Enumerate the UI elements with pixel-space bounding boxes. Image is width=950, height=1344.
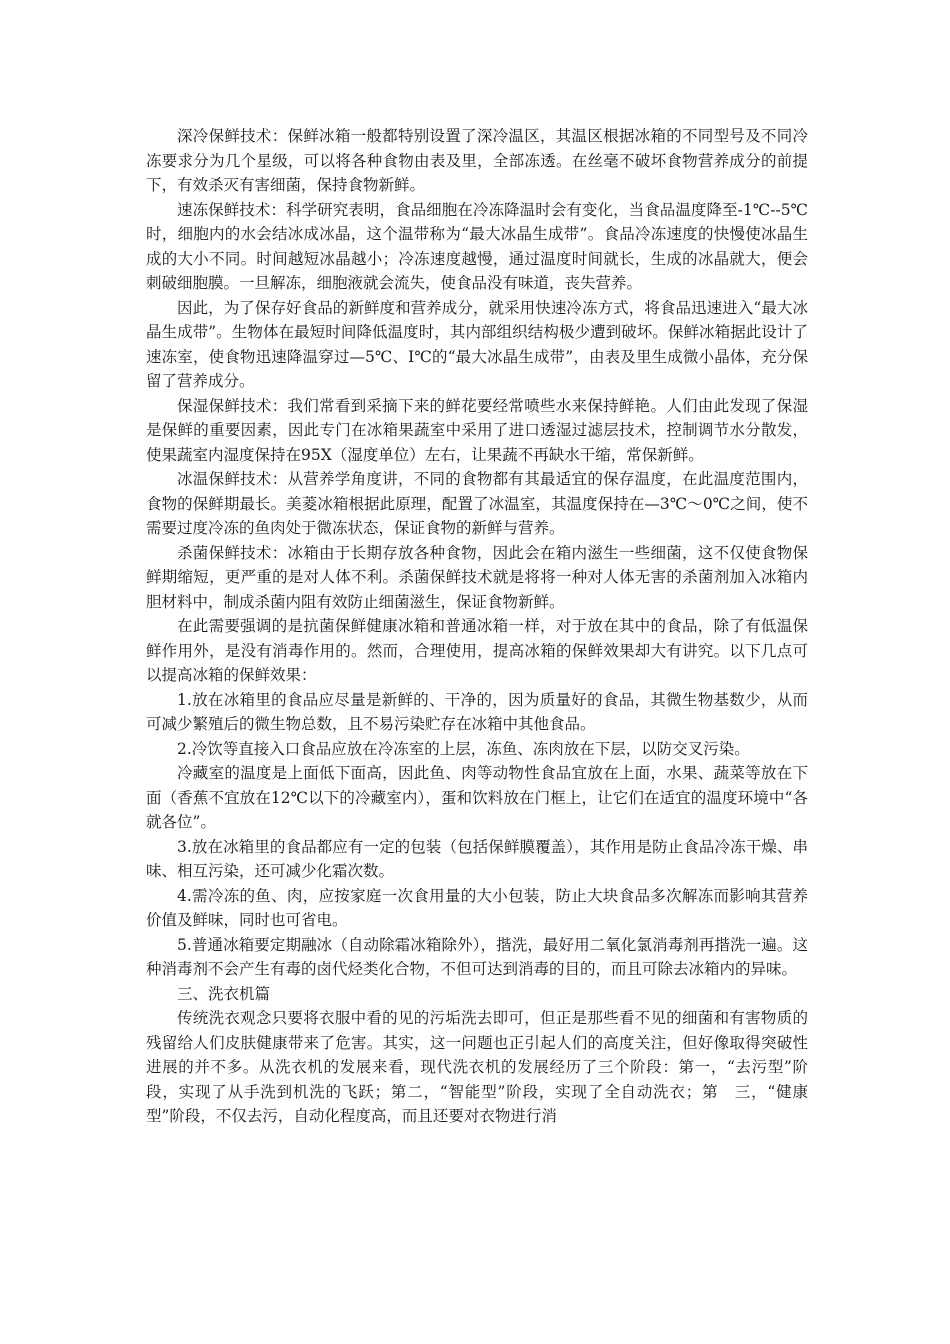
paragraph-emphasis: 在此需要强调的是抗菌保鲜健康冰箱和普通冰箱一样，对于放在其中的食品，除了有低温保鲜作用外，是没有消毒作用的。然而，合理使用，提高冰箱的保鲜效果却大有讲究。以下几点可以提高冰箱的保鲜效果： <box>146 617 808 684</box>
section-heading-washing-machine: 三、洗衣机篇 <box>177 984 271 1003</box>
paragraph-deep-freeze: 深冷保鲜技术：保鲜冰箱一般都特别设置了深冷温区，其温区根据冰箱的不同型号及不同冷冻要求分为几个星级，可以将各种食物由表及里，全部冻透。在丝毫不破坏食物营养成分的前提下，有效杀灭有害细菌，保持食物新鲜。 <box>146 127 808 194</box>
paragraph-tip-2: 2.冷饮等直接入口食品应放在冷冻室的上层，冻鱼、冻肉放在下层，以防交叉污染。 <box>177 739 750 758</box>
paragraph-washing-history: 传统洗衣观念只要将衣服中看的见的污垢洗去即可，但正是那些看不见的细菌和有害物质的残留给人们皮肤健康带来了危害。其实，这一问题也正引起人们的高度关注，但好像取得突破性进展的并不多。从洗衣机的发展来看，现代洗衣机的发展经历了三个阶段：第一，“去污型”阶段，实现了从手洗到机洗的飞跃；第二，“智能型”阶段，实现了全自动洗衣；第 三，“健康型”阶段，不仅去污，自动化程度高，而且还要对衣物进行消 <box>146 1009 808 1125</box>
paragraph-tip-3: 3.放在冰箱里的食品都应有一定的包装（包括保鲜膜覆盖），其作用是防止食品冷冻干燥、串味、相互污染，还可减少化霜次数。 <box>146 837 808 880</box>
paragraph-ice-temp: 冰温保鲜技术：从营养学角度讲，不同的食物都有其最适宜的保存温度，在此温度范围内，食物的保鲜期最长。美菱冰箱根据此原理，配置了冰温室，其温度保持在—3℃～0℃之间，使不需要过度冷冻的鱼肉处于微冻状态，保证食物的新鲜与营养。 <box>146 470 808 537</box>
paragraph-therefore: 因此，为了保存好食品的新鲜度和营养成分，就采用快速冷冻方式，将食品迅速进入“最大冰晶生成带”。生物体在最短时间降低温度时，其内部组织结构极少遭到破坏。保鲜冰箱据此设计了速冻室，使食物迅速降温穿过—5℃、I℃的“最大冰晶生成带”，由表及里生成微小晶体，充分保留了营养成分。 <box>146 298 808 390</box>
paragraph-moisture: 保湿保鲜技术：我们常看到采摘下来的鲜花要经常喷些水来保持鲜艳。人们由此发现了保湿是保鲜的重要因素，因此专门在冰箱果蔬室中采用了进口透湿过滤层技术，控制调节水分散发，使果蔬室内湿度保持在95X（湿度单位）左右，让果蔬不再缺水干缩，常保新鲜。 <box>146 396 808 464</box>
paragraph-cold-storage: 冷藏室的温度是上面低下面高，因此鱼、肉等动物性食品宜放在上面，水果、蔬菜等放在下面（香蕉不宜放在12℃以下的冷藏室内），蛋和饮料放在门框上，让它们在适宜的温度环境中“各就各位”。 <box>146 764 808 831</box>
document-body <box>146 124 808 1129</box>
paragraph-quick-freeze: 速冻保鲜技术：科学研究表明，食品细胞在冷冻降温时会有变化，当食品温度降至-1℃--5℃时，细胞内的水会结冰成冰晶，这个温带称为“最大冰晶生成带”。食品冷冻速度的快慢使冰晶生成的大小不同。时间越短冰晶越小；冷冻速度越慢，通过温度时间就长，生成的冰晶就大，便会刺破细胞膜。一旦解冻，细胞液就会流失，使食品没有味道，丧失营养。 <box>146 200 808 292</box>
paragraph-tip-1: 1.放在冰箱里的食品应尽量是新鲜的、干净的，因为质量好的食品，其微生物基数少，从而可减少繁殖后的微生物总数，且不易污染贮存在冰箱中其他食品。 <box>146 690 808 733</box>
paragraph-tip-4: 4.需冷冻的鱼、肉，应按家庭一次食用量的大小包装，防止大块食品多次解冻而影响其营养价值及鲜味，同时也可省电。 <box>146 886 808 929</box>
paragraph-sterilize: 杀菌保鲜技术：冰箱由于长期存放各种食物，因此会在箱内滋生一些细菌，这不仅使食物保鲜期缩短，更严重的是对人体不利。杀菌保鲜技术就是将将一种对人体无害的杀菌剂加入冰箱内胆材料中，制成杀菌内阻有效防止细菌滋生，保证食物新鲜。 <box>146 543 808 611</box>
paragraph-tip-5: 5.普通冰箱要定期融冰（自动除霜冰箱除外），揩洗，最好用二氧化氯消毒剂再揩洗一遍。这种消毒剂不会产生有毒的卤代烃类化合物，不但可达到消毒的目的，而且可除去冰箱内的异味。 <box>146 935 808 978</box>
